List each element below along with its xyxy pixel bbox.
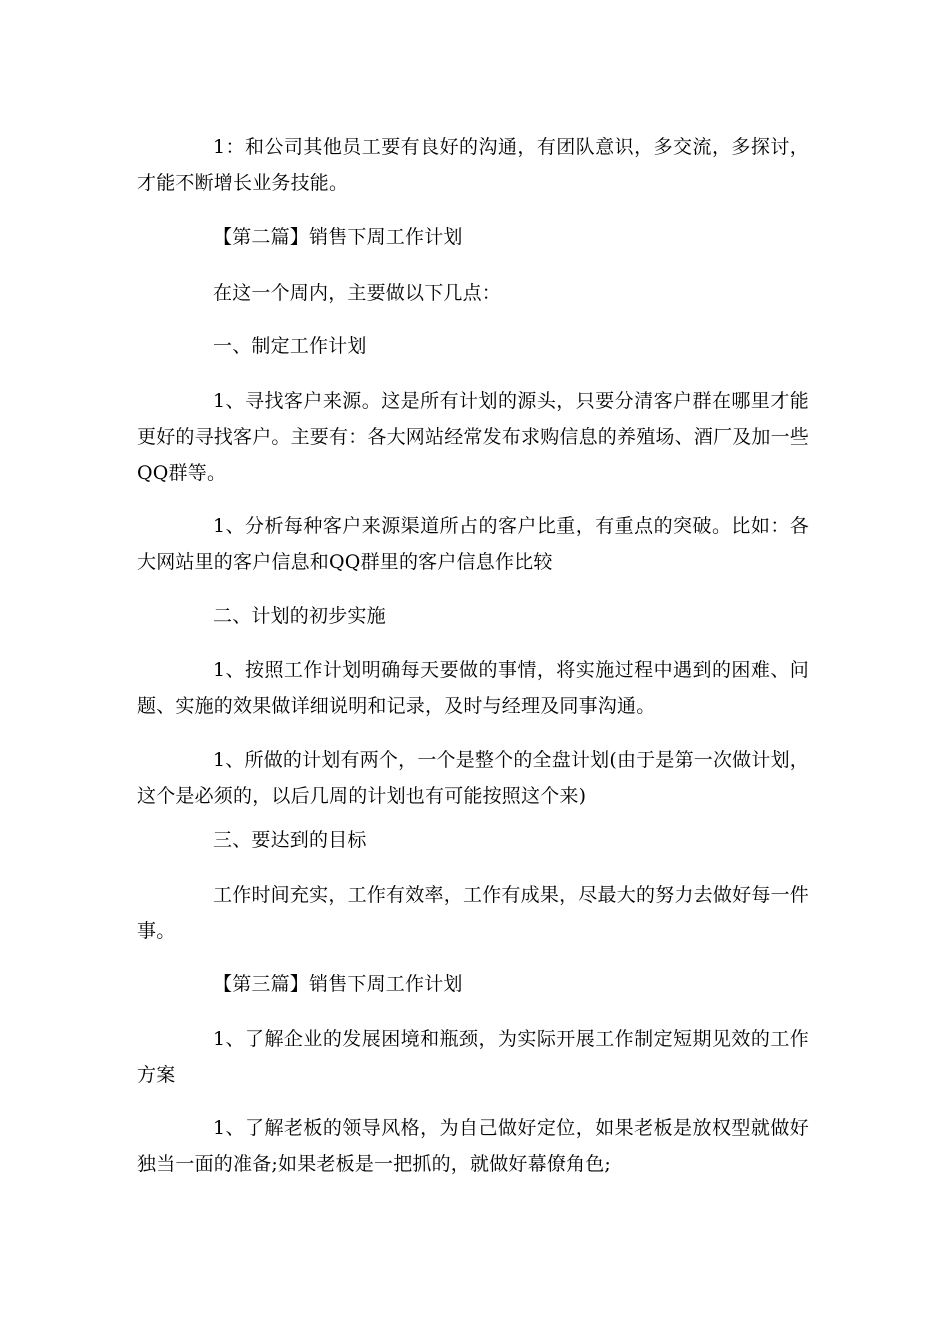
- paragraph-daily-tasks: 1、按照工作计划明确每天要做的事情，将实施过程中遇到的困难、问题、实施的效果做详细说明和记录，及时与经理及同事沟通。: [137, 659, 809, 717]
- subheading-implementation: 二、计划的初步实施: [213, 605, 386, 627]
- paragraph-find-customers: 1、寻找客户来源。这是所有计划的源头，只要分清客户群在哪里才能更好的寻找客户。主要有：各大网站经常发布求购信息的养殖场、酒厂及加一些QQ群等。: [137, 390, 810, 484]
- paragraph-goal-statement: 工作时间充实，工作有效率，工作有成果，尽最大的努力去做好每一件事。: [137, 884, 809, 942]
- subheading-goals: 三、要达到的目标: [213, 829, 367, 851]
- subheading-make-plan: 一、制定工作计划: [213, 335, 367, 357]
- paragraph-intro: 在这一个周内，主要做以下几点：: [213, 282, 502, 304]
- paragraph-understand-boss: 1、了解老板的领导风格，为自己做好定位，如果老板是放权型就做好独当一面的准备;如果老板是一把抓的，就做好幕僚角色;: [137, 1117, 809, 1175]
- section-heading-part-three: 【第三篇】销售下周工作计划: [213, 973, 463, 995]
- paragraph-teamwork: 1：和公司其他员工要有良好的沟通，有团队意识，多交流，多探讨，才能不断增长业务技能。: [137, 136, 809, 194]
- paragraph-understand-company: 1、了解企业的发展困境和瓶颈，为实际开展工作制定短期见效的工作方案: [137, 1028, 809, 1086]
- section-heading-part-two: 【第二篇】销售下周工作计划: [213, 226, 463, 248]
- paragraph-analyze-sources: 1、分析每种客户来源渠道所占的客户比重，有重点的突破。比如：各大网站里的客户信息和QQ群里的客户信息作比较: [137, 515, 809, 573]
- paragraph-two-plans: 1、所做的计划有两个，一个是整个的全盘计划(由于是第一次做计划，这个是必须的，以后几周的计划也有可能按照这个来): [137, 749, 809, 807]
